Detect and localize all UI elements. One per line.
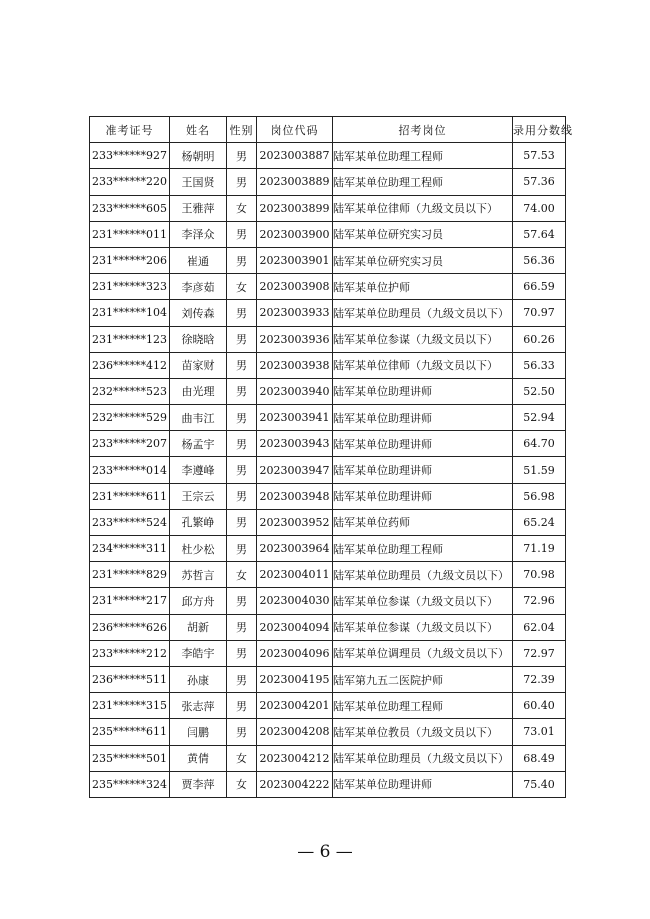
cell-post-code: 2023003952 xyxy=(257,509,333,535)
cell-exam-id: 231******123 xyxy=(90,326,170,352)
cell-sex: 男 xyxy=(227,431,257,457)
cell-name: 苏哲言 xyxy=(170,562,227,588)
cell-sex: 男 xyxy=(227,536,257,562)
cell-post-title: 陆军某单位助理讲师 xyxy=(333,457,513,483)
cell-exam-id: 233******220 xyxy=(90,169,170,195)
table-row xyxy=(90,666,566,692)
cell-post-title: 陆军某单位律师（九级文员以下） xyxy=(333,352,513,378)
cell-exam-id: 231******315 xyxy=(90,693,170,719)
page-number: — 6 — xyxy=(297,842,353,862)
cell-sex: 女 xyxy=(227,771,257,797)
cell-post-code: 2023004208 xyxy=(257,719,333,745)
cell-name: 李皓宇 xyxy=(170,640,227,666)
cell-score: 64.70 xyxy=(513,431,566,457)
cell-post-code: 2023004030 xyxy=(257,588,333,614)
cell-post-title: 陆军某单位助理讲师 xyxy=(333,483,513,509)
cell-name: 贾李萍 xyxy=(170,771,227,797)
cell-sex: 男 xyxy=(227,719,257,745)
cell-post-code: 2023003933 xyxy=(257,300,333,326)
cell-sex: 男 xyxy=(227,457,257,483)
table-row xyxy=(90,143,566,169)
cell-exam-id: 233******212 xyxy=(90,640,170,666)
cell-exam-id: 235******501 xyxy=(90,745,170,771)
table-row xyxy=(90,405,566,431)
cell-post-code: 2023003889 xyxy=(257,169,333,195)
cell-score: 75.40 xyxy=(513,771,566,797)
cell-exam-id: 232******529 xyxy=(90,405,170,431)
cell-post-title: 陆军第九五二医院护师 xyxy=(333,666,513,692)
cell-name: 崔通 xyxy=(170,247,227,273)
cell-post-code: 2023003901 xyxy=(257,247,333,273)
cell-post-code: 2023003887 xyxy=(257,143,333,169)
cell-name: 由光理 xyxy=(170,378,227,404)
cell-post-title: 陆军某单位参谋（九级文员以下） xyxy=(333,326,513,352)
cell-score: 56.33 xyxy=(513,352,566,378)
cell-score: 71.19 xyxy=(513,536,566,562)
cell-name: 徐晓晗 xyxy=(170,326,227,352)
cell-name: 曲韦江 xyxy=(170,405,227,431)
cell-score: 51.59 xyxy=(513,457,566,483)
table-row xyxy=(90,221,566,247)
cell-exam-id: 231******829 xyxy=(90,562,170,588)
cell-post-title: 陆军某单位护师 xyxy=(333,274,513,300)
cell-post-code: 2023003900 xyxy=(257,221,333,247)
cell-post-title: 陆军某单位药师 xyxy=(333,509,513,535)
cell-post-title: 陆军某单位助理工程师 xyxy=(333,693,513,719)
table-row xyxy=(90,640,566,666)
cell-post-title: 陆军某单位研究实习员 xyxy=(333,221,513,247)
cell-sex: 男 xyxy=(227,640,257,666)
cell-score: 72.96 xyxy=(513,588,566,614)
table-row xyxy=(90,457,566,483)
cell-exam-id: 231******011 xyxy=(90,221,170,247)
cell-score: 66.59 xyxy=(513,274,566,300)
cell-name: 杜少松 xyxy=(170,536,227,562)
header-score: 录用分数线 xyxy=(513,117,566,143)
cell-exam-id: 233******927 xyxy=(90,143,170,169)
cell-score: 60.26 xyxy=(513,326,566,352)
cell-exam-id: 232******523 xyxy=(90,378,170,404)
cell-post-code: 2023003936 xyxy=(257,326,333,352)
cell-score: 62.04 xyxy=(513,614,566,640)
cell-name: 黄倩 xyxy=(170,745,227,771)
cell-exam-id: 236******412 xyxy=(90,352,170,378)
cell-name: 杨孟宇 xyxy=(170,431,227,457)
cell-name: 王国贤 xyxy=(170,169,227,195)
cell-post-code: 2023004212 xyxy=(257,745,333,771)
cell-name: 刘传森 xyxy=(170,300,227,326)
table-row xyxy=(90,536,566,562)
cell-post-title: 陆军某单位助理讲师 xyxy=(333,771,513,797)
cell-name: 李彦茹 xyxy=(170,274,227,300)
cell-name: 孙康 xyxy=(170,666,227,692)
cell-score: 73.01 xyxy=(513,719,566,745)
table-row xyxy=(90,274,566,300)
cell-name: 李泽众 xyxy=(170,221,227,247)
table-row xyxy=(90,588,566,614)
cell-score: 52.94 xyxy=(513,405,566,431)
cell-exam-id: 233******524 xyxy=(90,509,170,535)
cell-name: 张志萍 xyxy=(170,693,227,719)
cell-name: 苗家财 xyxy=(170,352,227,378)
cell-name: 闫鹏 xyxy=(170,719,227,745)
cell-post-code: 2023004201 xyxy=(257,693,333,719)
cell-sex: 男 xyxy=(227,247,257,273)
cell-score: 56.98 xyxy=(513,483,566,509)
cell-name: 杨朝明 xyxy=(170,143,227,169)
cell-score: 52.50 xyxy=(513,378,566,404)
cell-score: 57.53 xyxy=(513,143,566,169)
cell-score: 70.97 xyxy=(513,300,566,326)
cell-name: 孔繁峥 xyxy=(170,509,227,535)
cell-sex: 男 xyxy=(227,300,257,326)
cell-post-code: 2023003938 xyxy=(257,352,333,378)
header-id: 准考证号 xyxy=(90,117,170,143)
cell-post-title: 陆军某单位助理员（九级文员以下） xyxy=(333,745,513,771)
cell-exam-id: 231******217 xyxy=(90,588,170,614)
cell-post-title: 陆军某单位调理员（九级文员以下） xyxy=(333,640,513,666)
cell-exam-id: 233******014 xyxy=(90,457,170,483)
cell-sex: 男 xyxy=(227,614,257,640)
cell-sex: 男 xyxy=(227,221,257,247)
table-row xyxy=(90,431,566,457)
table-row xyxy=(90,326,566,352)
table-row xyxy=(90,614,566,640)
cell-exam-id: 236******626 xyxy=(90,614,170,640)
table-body xyxy=(90,143,566,798)
header-code: 岗位代码 xyxy=(257,117,333,143)
cell-sex: 男 xyxy=(227,326,257,352)
cell-score: 57.64 xyxy=(513,221,566,247)
cell-post-title: 陆军某单位参谋（九级文员以下） xyxy=(333,588,513,614)
cell-post-code: 2023004195 xyxy=(257,666,333,692)
cell-post-title: 陆军某单位律师（九级文员以下） xyxy=(333,195,513,221)
cell-exam-id: 231******611 xyxy=(90,483,170,509)
table-row xyxy=(90,195,566,221)
cell-sex: 男 xyxy=(227,352,257,378)
cell-name: 王雅萍 xyxy=(170,195,227,221)
cell-exam-id: 233******207 xyxy=(90,431,170,457)
cell-post-title: 陆军某单位助理员（九级文员以下） xyxy=(333,562,513,588)
cell-exam-id: 235******324 xyxy=(90,771,170,797)
cell-post-code: 2023003940 xyxy=(257,378,333,404)
cell-sex: 男 xyxy=(227,169,257,195)
cell-exam-id: 235******611 xyxy=(90,719,170,745)
header-name: 姓名 xyxy=(170,117,227,143)
table-row xyxy=(90,771,566,797)
table-row xyxy=(90,352,566,378)
cell-score: 72.97 xyxy=(513,640,566,666)
table-row xyxy=(90,693,566,719)
cell-name: 王宗云 xyxy=(170,483,227,509)
cell-exam-id: 231******104 xyxy=(90,300,170,326)
cell-post-title: 陆军某单位助理员（九级文员以下） xyxy=(333,300,513,326)
cell-sex: 女 xyxy=(227,562,257,588)
cell-post-title: 陆军某单位助理讲师 xyxy=(333,431,513,457)
table-row xyxy=(90,509,566,535)
table-row xyxy=(90,169,566,195)
cell-name: 邱方舟 xyxy=(170,588,227,614)
cell-post-title: 陆军某单位参谋（九级文员以下） xyxy=(333,614,513,640)
cell-score: 72.39 xyxy=(513,666,566,692)
cell-post-code: 2023004011 xyxy=(257,562,333,588)
cell-post-code: 2023004096 xyxy=(257,640,333,666)
cell-sex: 女 xyxy=(227,195,257,221)
cell-post-title: 陆军某单位助理讲师 xyxy=(333,405,513,431)
cell-post-title: 陆军某单位助理工程师 xyxy=(333,169,513,195)
cell-post-code: 2023003899 xyxy=(257,195,333,221)
cell-post-title: 陆军某单位助理工程师 xyxy=(333,536,513,562)
cell-post-code: 2023003948 xyxy=(257,483,333,509)
table-header-row xyxy=(90,117,566,143)
cell-exam-id: 234******311 xyxy=(90,536,170,562)
cell-sex: 男 xyxy=(227,405,257,431)
cell-exam-id: 231******323 xyxy=(90,274,170,300)
cell-score: 68.49 xyxy=(513,745,566,771)
cell-post-code: 2023004094 xyxy=(257,614,333,640)
cell-post-code: 2023003908 xyxy=(257,274,333,300)
table-row xyxy=(90,247,566,273)
cell-post-title: 陆军某单位助理讲师 xyxy=(333,378,513,404)
cell-exam-id: 233******605 xyxy=(90,195,170,221)
cell-post-code: 2023003943 xyxy=(257,431,333,457)
cell-sex: 男 xyxy=(227,378,257,404)
cell-post-title: 陆军某单位研究实习员 xyxy=(333,247,513,273)
table-row xyxy=(90,745,566,771)
cell-exam-id: 236******511 xyxy=(90,666,170,692)
cell-score: 74.00 xyxy=(513,195,566,221)
cell-sex: 男 xyxy=(227,588,257,614)
cell-score: 65.24 xyxy=(513,509,566,535)
cell-sex: 男 xyxy=(227,509,257,535)
cell-sex: 男 xyxy=(227,483,257,509)
cell-post-title: 陆军某单位助理工程师 xyxy=(333,143,513,169)
cell-exam-id: 231******206 xyxy=(90,247,170,273)
cell-sex: 男 xyxy=(227,666,257,692)
header-sex: 性别 xyxy=(227,117,257,143)
roster-table xyxy=(89,116,573,798)
cell-score: 60.40 xyxy=(513,693,566,719)
cell-post-code: 2023003947 xyxy=(257,457,333,483)
table-row xyxy=(90,300,566,326)
cell-score: 56.36 xyxy=(513,247,566,273)
cell-name: 李遵峰 xyxy=(170,457,227,483)
cell-sex: 女 xyxy=(227,745,257,771)
cell-sex: 男 xyxy=(227,143,257,169)
cell-post-code: 2023004222 xyxy=(257,771,333,797)
table-row xyxy=(90,719,566,745)
header-post: 招考岗位 xyxy=(333,117,513,143)
cell-sex: 男 xyxy=(227,693,257,719)
cell-score: 70.98 xyxy=(513,562,566,588)
cell-post-code: 2023003964 xyxy=(257,536,333,562)
cell-sex: 女 xyxy=(227,274,257,300)
table-row xyxy=(90,378,566,404)
cell-post-code: 2023003941 xyxy=(257,405,333,431)
table-row xyxy=(90,562,566,588)
cell-score: 57.36 xyxy=(513,169,566,195)
cell-name: 胡新 xyxy=(170,614,227,640)
table-row xyxy=(90,483,566,509)
cell-post-title: 陆军某单位教员（九级文员以下） xyxy=(333,719,513,745)
